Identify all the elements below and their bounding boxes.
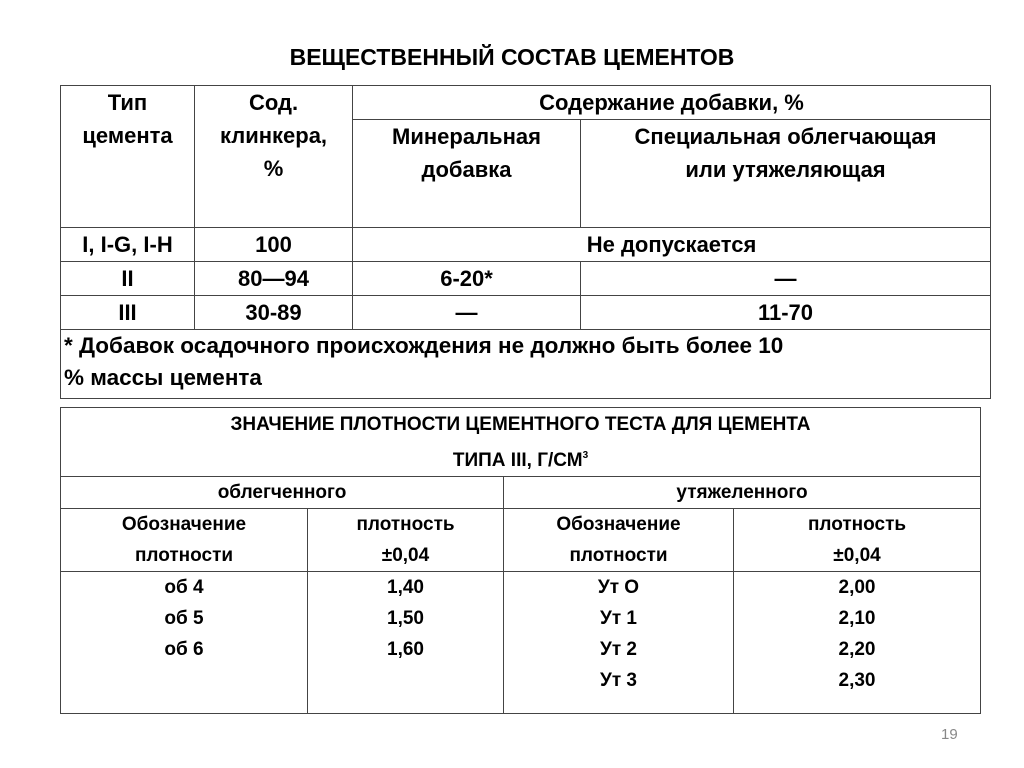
cell-special: — [581,262,991,296]
cell-clinker: 80—94 [195,262,353,296]
heavy-designations: Ут О Ут 1 Ут 2 Ут 3 [504,572,734,714]
cement-composition-table [60,85,991,399]
header-designation: Обозначение плотности [61,509,308,572]
page-number: 19 [941,726,958,743]
page-title: ВЕЩЕСТВЕННЫЙ СОСТАВ ЦЕМЕНТОВ [289,44,735,70]
header-cement-type: Тип цемента [61,86,195,228]
header-weighted: утяжеленного [504,477,981,509]
cell-type: III [61,296,195,330]
cell-type: I, I-G, I-H [61,228,195,262]
cell-type: II [61,262,195,296]
header-density: плотность ±0,04 [734,509,981,572]
header-density: плотность ±0,04 [308,509,504,572]
header-lightened: облегченного [61,477,504,509]
header-special-additive: Специальная облегчающая или утяжеляющая [581,120,991,228]
header-designation: Обозначение плотности [504,509,734,572]
cell-mineral: 6-20* [353,262,581,296]
header-clinker-content: Сод. клинкера, % [195,86,353,228]
cell-clinker: 30-89 [195,296,353,330]
cell-special: 11-70 [581,296,991,330]
table-row [61,228,991,262]
header-additive-content: Содержание добавки, % [353,86,991,120]
light-designations: об 4 об 5 об 6 [61,572,308,714]
cell-mineral: — [353,296,581,330]
density-table-title: ЗНАЧЕНИЕ ПЛОТНОСТИ ЦЕМЕНТНОГО ТЕСТА ДЛЯ ЦЕМЕНТА ТИПА III, $Г/СМ^3$ [61,408,981,477]
light-densities: 1,40 1,50 1,60 [308,572,504,714]
cell-clinker: 100 [195,228,353,262]
footnote: * Добавок осадочного происхождения не должно быть более 10 % массы цемента [61,330,991,399]
paste-density-table [60,407,981,714]
heavy-densities: 2,00 2,10 2,20 2,30 [734,572,981,714]
table-row [61,296,991,330]
cell-not-allowed: Не допускается [353,228,991,262]
header-mineral-additive: Минеральная добавка [353,120,581,228]
table-row [61,262,991,296]
